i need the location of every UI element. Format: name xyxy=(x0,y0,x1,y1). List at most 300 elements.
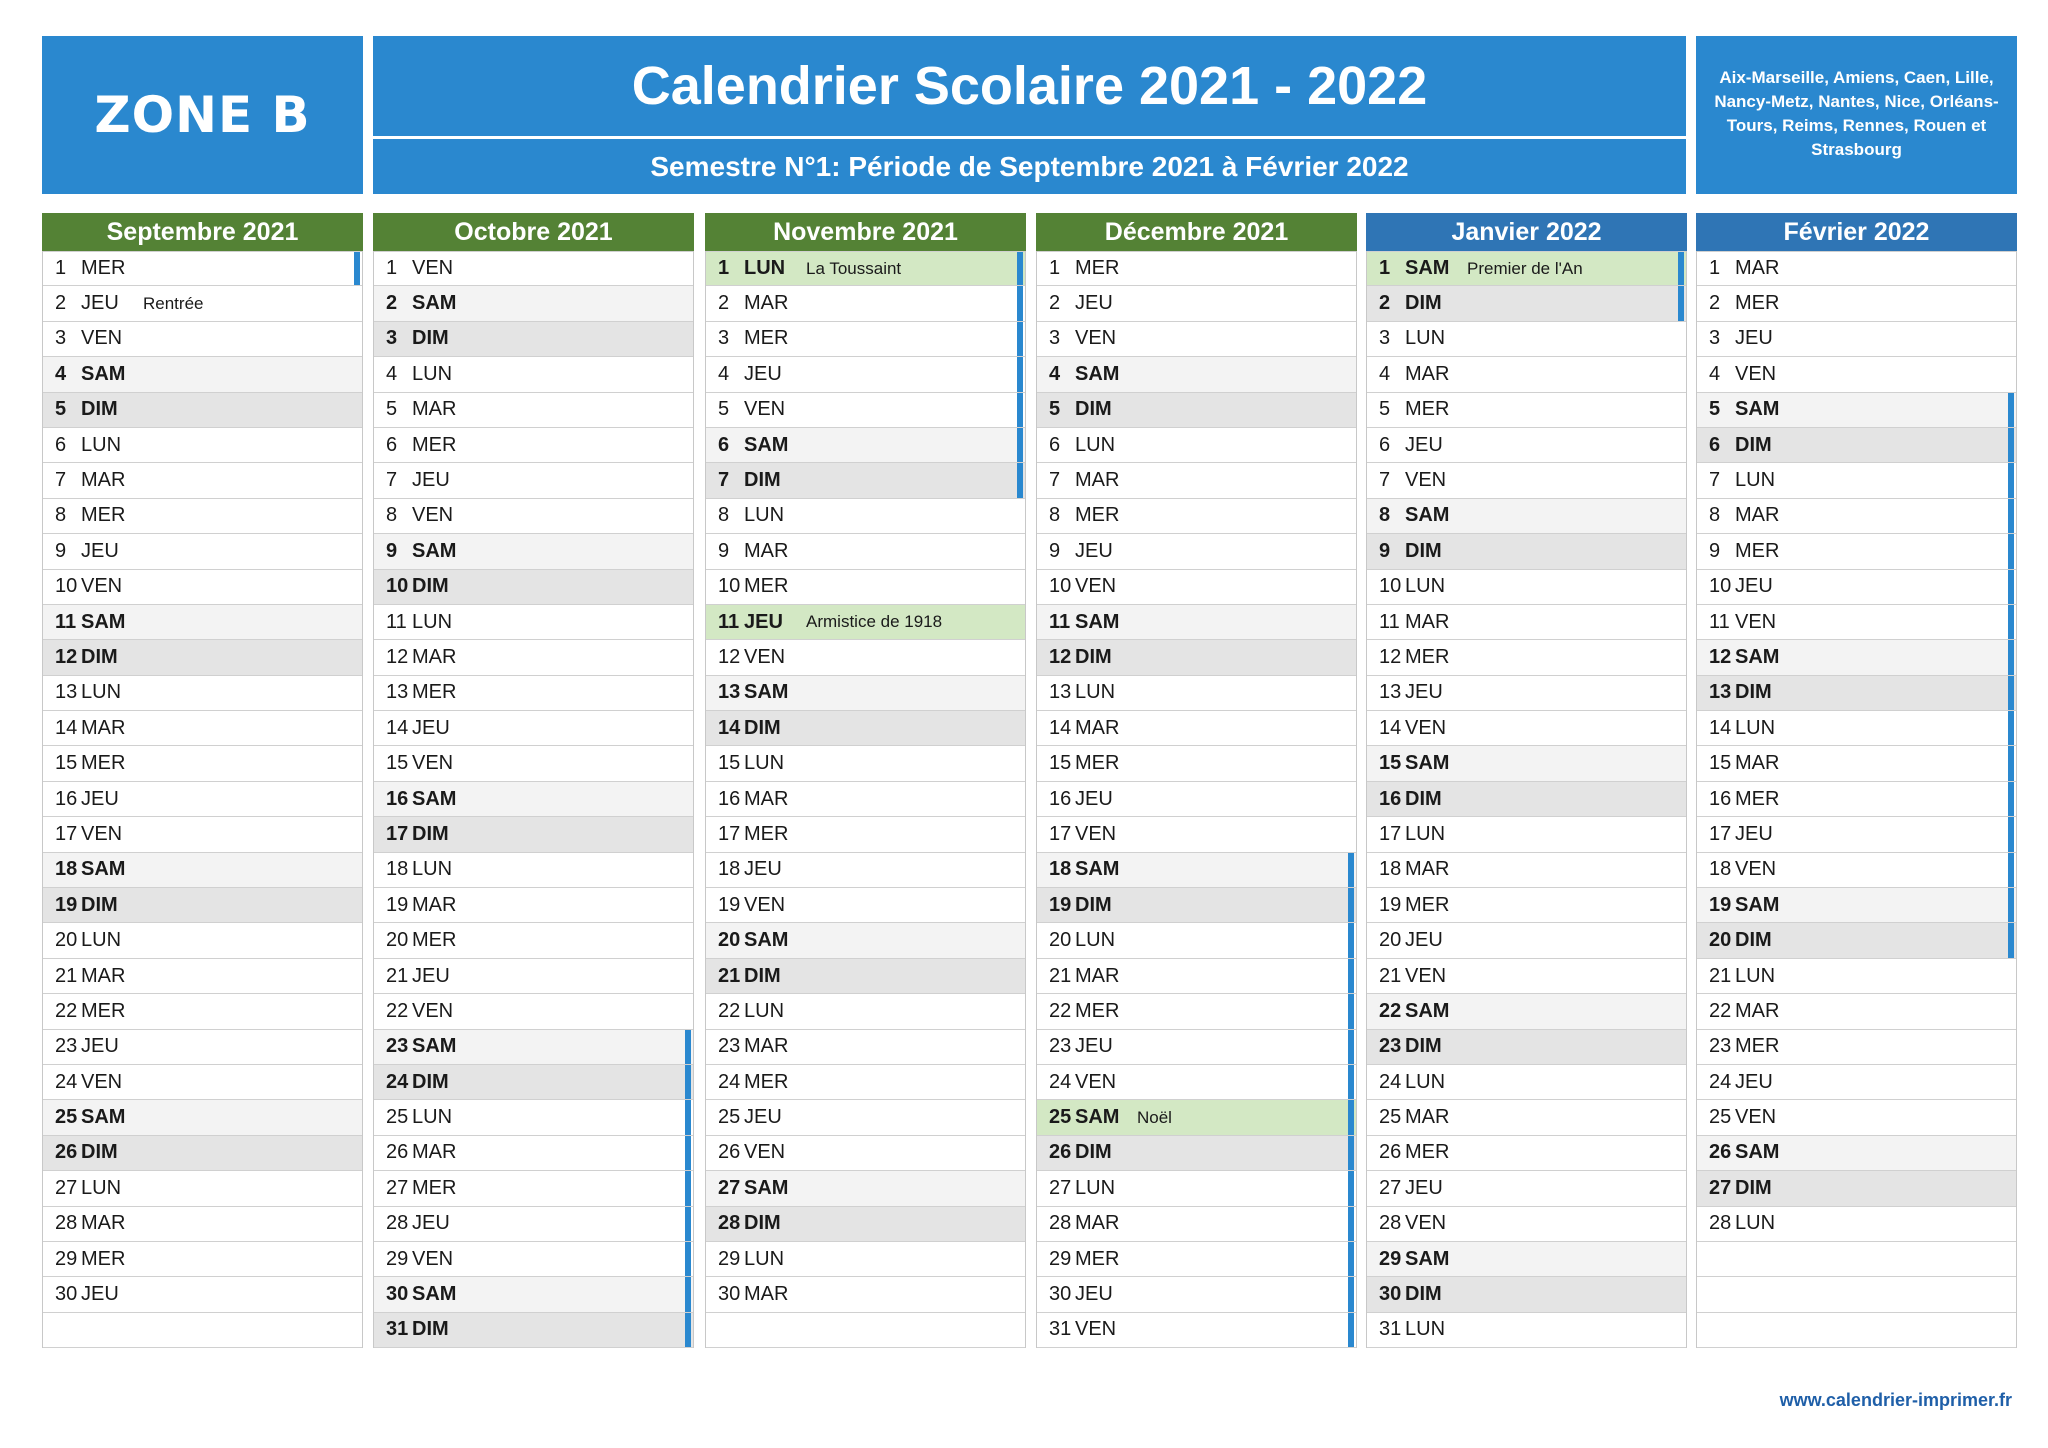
day-number: 12 xyxy=(386,645,409,668)
website-link[interactable]: www.calendrier-imprimer.fr xyxy=(1779,1390,2012,1410)
weekday-name: DIM xyxy=(81,398,118,421)
day-number: 9 xyxy=(1709,539,1721,562)
weekday-name: SAM xyxy=(1405,999,1450,1022)
weekday-name: DIM xyxy=(81,1141,118,1164)
month-header: Septembre 2021 xyxy=(42,213,363,251)
vacation-marker xyxy=(685,1277,691,1311)
day-number: 13 xyxy=(386,681,409,704)
weekday-name: SAM xyxy=(1075,858,1120,881)
weekday-name: MER xyxy=(1735,1035,1780,1058)
day-row xyxy=(374,1136,693,1171)
day-number: 20 xyxy=(718,929,741,952)
weekday-name: DIM xyxy=(1735,1176,1772,1199)
day-row xyxy=(706,499,1025,534)
day-number: 13 xyxy=(1379,681,1402,704)
day-number: 24 xyxy=(1379,1070,1402,1093)
day-number: 18 xyxy=(718,858,741,881)
day-row xyxy=(374,1207,693,1242)
weekday-name: VEN xyxy=(412,752,454,775)
day-row xyxy=(1697,251,2016,286)
day-row xyxy=(1037,640,1356,675)
vacation-marker xyxy=(685,1207,691,1241)
day-number: 7 xyxy=(1709,469,1721,492)
weekday-name: DIM xyxy=(1735,681,1772,704)
day-number: 30 xyxy=(55,1283,78,1306)
day-row xyxy=(374,782,693,817)
day-row xyxy=(43,463,362,498)
day-number: 22 xyxy=(1379,999,1402,1022)
day-number: 10 xyxy=(1709,575,1732,598)
vacation-marker xyxy=(1017,393,1023,427)
day-row xyxy=(706,322,1025,357)
weekday-name: JEU xyxy=(1735,575,1773,598)
day-number: 11 xyxy=(386,610,407,633)
weekday-name: LUN xyxy=(1075,929,1116,952)
vacation-marker xyxy=(1348,994,1354,1028)
weekday-name: DIM xyxy=(1405,1035,1442,1058)
weekday-name: SAM xyxy=(412,1035,457,1058)
day-row xyxy=(1037,570,1356,605)
weekday-name: MAR xyxy=(744,539,789,562)
day-number: 25 xyxy=(1049,1106,1072,1129)
vacation-marker xyxy=(1348,1030,1354,1064)
weekday-name: MER xyxy=(1735,787,1780,810)
day-number: 7 xyxy=(1379,469,1391,492)
weekday-name: JEU xyxy=(1405,929,1443,952)
weekday-name: LUN xyxy=(1405,575,1446,598)
day-row xyxy=(1697,605,2016,640)
day-row xyxy=(1367,393,1686,428)
vacation-marker xyxy=(2008,888,2014,922)
weekday-name: MAR xyxy=(1735,504,1780,527)
day-number: 3 xyxy=(718,327,730,350)
day-row xyxy=(1697,782,2016,817)
weekday-name: SAM xyxy=(1075,362,1120,385)
weekday-name: SAM xyxy=(1075,610,1120,633)
day-number: 28 xyxy=(386,1212,409,1235)
day-row xyxy=(706,570,1025,605)
day-row xyxy=(1367,428,1686,463)
day-number: 26 xyxy=(1709,1141,1732,1164)
weekday-name: LUN xyxy=(1735,716,1776,739)
weekday-name: JEU xyxy=(81,1283,119,1306)
weekday-name: DIM xyxy=(744,469,781,492)
day-row xyxy=(374,251,693,286)
day-row xyxy=(706,853,1025,888)
day-row xyxy=(1037,1136,1356,1171)
day-number: 2 xyxy=(1049,292,1061,315)
weekday-name: VEN xyxy=(744,398,786,421)
day-row xyxy=(1037,1207,1356,1242)
day-row xyxy=(43,923,362,958)
weekday-name: LUN xyxy=(1075,1176,1116,1199)
weekday-name: VEN xyxy=(412,504,454,527)
day-row xyxy=(1367,570,1686,605)
weekday-name: MER xyxy=(744,327,789,350)
weekday-name: MER xyxy=(1735,539,1780,562)
weekday-name: JEU xyxy=(1075,787,1113,810)
vacation-marker xyxy=(1017,463,1023,497)
day-number: 29 xyxy=(1379,1247,1402,1270)
day-row xyxy=(43,1136,362,1171)
weekday-name: VEN xyxy=(1405,964,1447,987)
weekday-name: LUN xyxy=(81,929,122,952)
day-row xyxy=(43,357,362,392)
day-note: Noël xyxy=(1137,1107,1172,1127)
weekday-name: MER xyxy=(744,575,789,598)
month-header: Janvier 2022 xyxy=(1366,213,1687,251)
empty-row xyxy=(43,1313,362,1348)
day-row xyxy=(374,888,693,923)
day-number: 11 xyxy=(1709,610,1730,633)
day-number: 22 xyxy=(718,999,741,1022)
weekday-name: MER xyxy=(1075,257,1120,280)
day-row xyxy=(706,1207,1025,1242)
empty-row xyxy=(706,1313,1025,1348)
day-number: 6 xyxy=(55,433,67,456)
day-number: 18 xyxy=(1709,858,1732,881)
day-row xyxy=(706,746,1025,781)
weekday-name: JEU xyxy=(412,1212,450,1235)
weekday-name: VEN xyxy=(744,645,786,668)
day-number: 22 xyxy=(55,999,78,1022)
regions-box xyxy=(1696,36,2017,194)
day-row xyxy=(1037,1030,1356,1065)
day-number: 26 xyxy=(1049,1141,1072,1164)
day-number: 1 xyxy=(1049,257,1061,280)
day-number: 18 xyxy=(55,858,78,881)
day-number: 10 xyxy=(1379,575,1402,598)
weekday-name: VEN xyxy=(744,893,786,916)
weekday-name: LUN xyxy=(744,999,785,1022)
day-number: 6 xyxy=(386,433,398,456)
weekday-name: MAR xyxy=(1735,257,1780,280)
weekday-name: VEN xyxy=(1075,822,1117,845)
vacation-marker xyxy=(2008,605,2014,639)
weekday-name: LUN xyxy=(81,681,122,704)
page-title: Calendrier Scolaire 2021 - 2022 xyxy=(631,56,1428,116)
day-row xyxy=(1367,463,1686,498)
weekday-name: MER xyxy=(744,822,789,845)
day-row xyxy=(1697,959,2016,994)
day-row xyxy=(1367,1242,1686,1277)
weekday-name: JEU xyxy=(744,610,783,633)
day-number: 24 xyxy=(386,1070,409,1093)
day-number: 25 xyxy=(55,1106,78,1129)
vacation-marker xyxy=(2008,817,2014,851)
weekday-name: LUN xyxy=(81,1176,122,1199)
day-number: 9 xyxy=(718,539,730,562)
day-number: 5 xyxy=(1049,398,1061,421)
weekday-name: VEN xyxy=(1735,362,1777,385)
day-row xyxy=(1037,1065,1356,1100)
vacation-marker xyxy=(1348,1242,1354,1276)
weekday-name: JEU xyxy=(81,539,119,562)
day-row xyxy=(706,923,1025,958)
day-row xyxy=(374,499,693,534)
day-row xyxy=(706,888,1025,923)
day-row xyxy=(1367,1136,1686,1171)
weekday-name: MAR xyxy=(1405,1106,1450,1129)
day-row xyxy=(1697,994,2016,1029)
weekday-name: DIM xyxy=(412,822,449,845)
day-row xyxy=(706,393,1025,428)
day-row xyxy=(1697,463,2016,498)
regions-list: Aix-Marseille, Amiens, Caen, Lille, Nancy-Metz, Nantes, Nice, Orléans-Tours, Reims, Rennes, Rouen et Strasbourg xyxy=(1714,68,1999,159)
day-row xyxy=(1367,1207,1686,1242)
weekday-name: LUN xyxy=(412,858,453,881)
day-number: 14 xyxy=(718,716,741,739)
weekday-name: MER xyxy=(412,1176,457,1199)
day-number: 4 xyxy=(55,362,67,385)
day-row xyxy=(374,286,693,321)
day-row xyxy=(1697,1171,2016,1206)
day-number: 17 xyxy=(1049,822,1072,845)
day-number: 28 xyxy=(1049,1212,1072,1235)
day-number: 20 xyxy=(1709,929,1732,952)
day-number: 1 xyxy=(1709,257,1721,280)
weekday-name: VEN xyxy=(412,999,454,1022)
day-number: 10 xyxy=(386,575,409,598)
vacation-marker xyxy=(685,1065,691,1099)
day-number: 17 xyxy=(1379,822,1402,845)
day-number: 23 xyxy=(718,1035,741,1058)
day-row xyxy=(374,357,693,392)
day-row xyxy=(1697,711,2016,746)
day-row xyxy=(706,640,1025,675)
weekday-name: VEN xyxy=(81,327,123,350)
day-row xyxy=(1037,393,1356,428)
day-number: 19 xyxy=(55,893,78,916)
vacation-marker xyxy=(685,1313,691,1347)
weekday-name: LUN xyxy=(1405,1318,1446,1341)
day-row xyxy=(1367,251,1686,286)
vacation-marker xyxy=(2008,746,2014,780)
month-header: Novembre 2021 xyxy=(705,213,1026,251)
day-number: 18 xyxy=(1379,858,1402,881)
day-row xyxy=(1037,853,1356,888)
weekday-name: MAR xyxy=(1075,964,1120,987)
day-number: 27 xyxy=(55,1176,78,1199)
empty-row xyxy=(1697,1242,2016,1277)
day-note: Armistice de 1918 xyxy=(806,612,943,632)
day-row xyxy=(706,357,1025,392)
weekday-name: MER xyxy=(1405,893,1450,916)
day-row xyxy=(706,1171,1025,1206)
vacation-marker xyxy=(2008,570,2014,604)
day-row xyxy=(1367,994,1686,1029)
day-number: 29 xyxy=(718,1247,741,1270)
zone-label: ZONE B xyxy=(42,36,363,194)
day-row xyxy=(374,1065,693,1100)
day-number: 24 xyxy=(1049,1070,1072,1093)
day-row xyxy=(1697,499,2016,534)
weekday-name: JEU xyxy=(1075,292,1113,315)
day-row xyxy=(43,322,362,357)
day-number: 4 xyxy=(1709,362,1721,385)
weekday-name: LUN xyxy=(1405,327,1446,350)
day-row xyxy=(43,570,362,605)
day-number: 13 xyxy=(55,681,78,704)
day-row xyxy=(374,853,693,888)
day-number: 30 xyxy=(386,1283,409,1306)
day-row xyxy=(706,1136,1025,1171)
day-row xyxy=(706,428,1025,463)
day-number: 15 xyxy=(1049,752,1072,775)
weekday-name: MAR xyxy=(412,1141,457,1164)
weekday-name: MAR xyxy=(81,716,126,739)
weekday-name: SAM xyxy=(412,539,457,562)
day-row xyxy=(1037,357,1356,392)
day-number: 22 xyxy=(386,999,409,1022)
weekday-name: VEN xyxy=(1735,610,1777,633)
weekday-name: JEU xyxy=(1405,433,1443,456)
day-row xyxy=(43,676,362,711)
day-row xyxy=(1037,463,1356,498)
day-note: La Toussaint xyxy=(806,258,902,278)
day-number: 18 xyxy=(1049,858,1072,881)
day-number: 28 xyxy=(55,1212,78,1235)
day-row xyxy=(1697,1030,2016,1065)
vacation-marker xyxy=(1348,1171,1354,1205)
day-row xyxy=(1697,746,2016,781)
weekday-name: MER xyxy=(81,504,126,527)
weekday-name: LUN xyxy=(1735,1212,1776,1235)
day-number: 20 xyxy=(1049,929,1072,952)
day-row xyxy=(374,1030,693,1065)
day-row xyxy=(1367,746,1686,781)
day-row xyxy=(374,923,693,958)
day-row xyxy=(706,286,1025,321)
day-number: 15 xyxy=(55,752,78,775)
weekday-name: LUN xyxy=(1075,433,1116,456)
day-row xyxy=(1697,286,2016,321)
vacation-marker xyxy=(2008,428,2014,462)
weekday-name: LUN xyxy=(81,433,122,456)
day-number: 11 xyxy=(1379,610,1400,633)
day-number: 11 xyxy=(718,610,740,633)
weekday-name: DIM xyxy=(1405,539,1442,562)
day-number: 5 xyxy=(1379,398,1391,421)
day-number: 8 xyxy=(718,504,730,527)
vacation-marker xyxy=(2008,499,2014,533)
weekday-name: SAM xyxy=(81,1106,126,1129)
day-number: 16 xyxy=(386,787,409,810)
day-number: 17 xyxy=(718,822,741,845)
day-number: 23 xyxy=(55,1035,78,1058)
weekday-name: LUN xyxy=(412,610,453,633)
day-row xyxy=(1367,534,1686,569)
day-row xyxy=(43,994,362,1029)
month-days xyxy=(705,251,1026,1348)
day-row xyxy=(1037,428,1356,463)
day-row xyxy=(43,605,362,640)
day-number: 27 xyxy=(718,1176,741,1199)
month-days xyxy=(42,251,363,1348)
weekday-name: MAR xyxy=(1075,1212,1120,1235)
month-header: Octobre 2021 xyxy=(373,213,694,251)
weekday-name: JEU xyxy=(412,964,450,987)
weekday-name: VEN xyxy=(744,1141,786,1164)
weekday-name: MAR xyxy=(81,1212,126,1235)
day-number: 4 xyxy=(386,362,398,385)
day-row xyxy=(43,1277,362,1312)
weekday-name: SAM xyxy=(1735,1141,1780,1164)
day-number: 9 xyxy=(1049,539,1061,562)
weekday-name: DIM xyxy=(1075,398,1112,421)
day-row xyxy=(706,1065,1025,1100)
day-number: 5 xyxy=(1709,398,1721,421)
vacation-marker xyxy=(2008,676,2014,710)
day-row xyxy=(1037,1313,1356,1348)
weekday-name: SAM xyxy=(1735,893,1780,916)
weekday-name: VEN xyxy=(412,257,454,280)
day-number: 5 xyxy=(386,398,398,421)
vacation-marker xyxy=(2008,923,2014,957)
weekday-name: MER xyxy=(81,999,126,1022)
day-row xyxy=(1697,1065,2016,1100)
weekday-name: DIM xyxy=(1735,433,1772,456)
month-days xyxy=(373,251,694,1348)
vacation-marker xyxy=(1348,1313,1354,1347)
weekday-name: MER xyxy=(1075,504,1120,527)
day-row xyxy=(1037,286,1356,321)
weekday-name: MAR xyxy=(744,292,789,315)
day-row xyxy=(43,1171,362,1206)
weekday-name: JEU xyxy=(744,1106,782,1129)
day-number: 24 xyxy=(718,1070,741,1093)
day-row xyxy=(1037,251,1356,286)
vacation-marker xyxy=(1348,888,1354,922)
day-row xyxy=(374,463,693,498)
weekday-name: JEU xyxy=(1405,681,1443,704)
day-number: 8 xyxy=(386,504,398,527)
day-number: 7 xyxy=(1049,469,1061,492)
day-number: 13 xyxy=(1709,681,1732,704)
page-subtitle: Semestre N°1: Période de Septembre 2021 à Février 2022 xyxy=(650,150,1409,182)
day-number: 4 xyxy=(718,362,730,385)
day-row xyxy=(706,782,1025,817)
day-row xyxy=(1697,357,2016,392)
weekday-name: MER xyxy=(1075,1247,1120,1270)
day-row xyxy=(1367,782,1686,817)
weekday-name: VEN xyxy=(1405,1212,1447,1235)
day-number: 30 xyxy=(718,1283,741,1306)
day-row xyxy=(1697,322,2016,357)
day-number: 22 xyxy=(1049,999,1072,1022)
day-row xyxy=(43,499,362,534)
day-number: 17 xyxy=(55,822,78,845)
day-number: 8 xyxy=(1379,504,1391,527)
vacation-marker xyxy=(685,1171,691,1205)
weekday-name: MAR xyxy=(412,398,457,421)
day-row xyxy=(374,1313,693,1348)
day-number: 3 xyxy=(1709,327,1721,350)
day-number: 9 xyxy=(1379,539,1391,562)
day-row xyxy=(1697,888,2016,923)
day-number: 11 xyxy=(55,610,77,633)
weekday-name: SAM xyxy=(412,1283,457,1306)
day-number: 6 xyxy=(1379,433,1391,456)
day-number: 10 xyxy=(718,575,741,598)
weekday-name: VEN xyxy=(1405,716,1447,739)
day-row xyxy=(706,676,1025,711)
day-row xyxy=(1697,640,2016,675)
weekday-name: MER xyxy=(1075,752,1120,775)
vacation-marker xyxy=(2008,782,2014,816)
weekday-name: JEU xyxy=(81,292,119,315)
vacation-marker xyxy=(1348,1100,1354,1134)
